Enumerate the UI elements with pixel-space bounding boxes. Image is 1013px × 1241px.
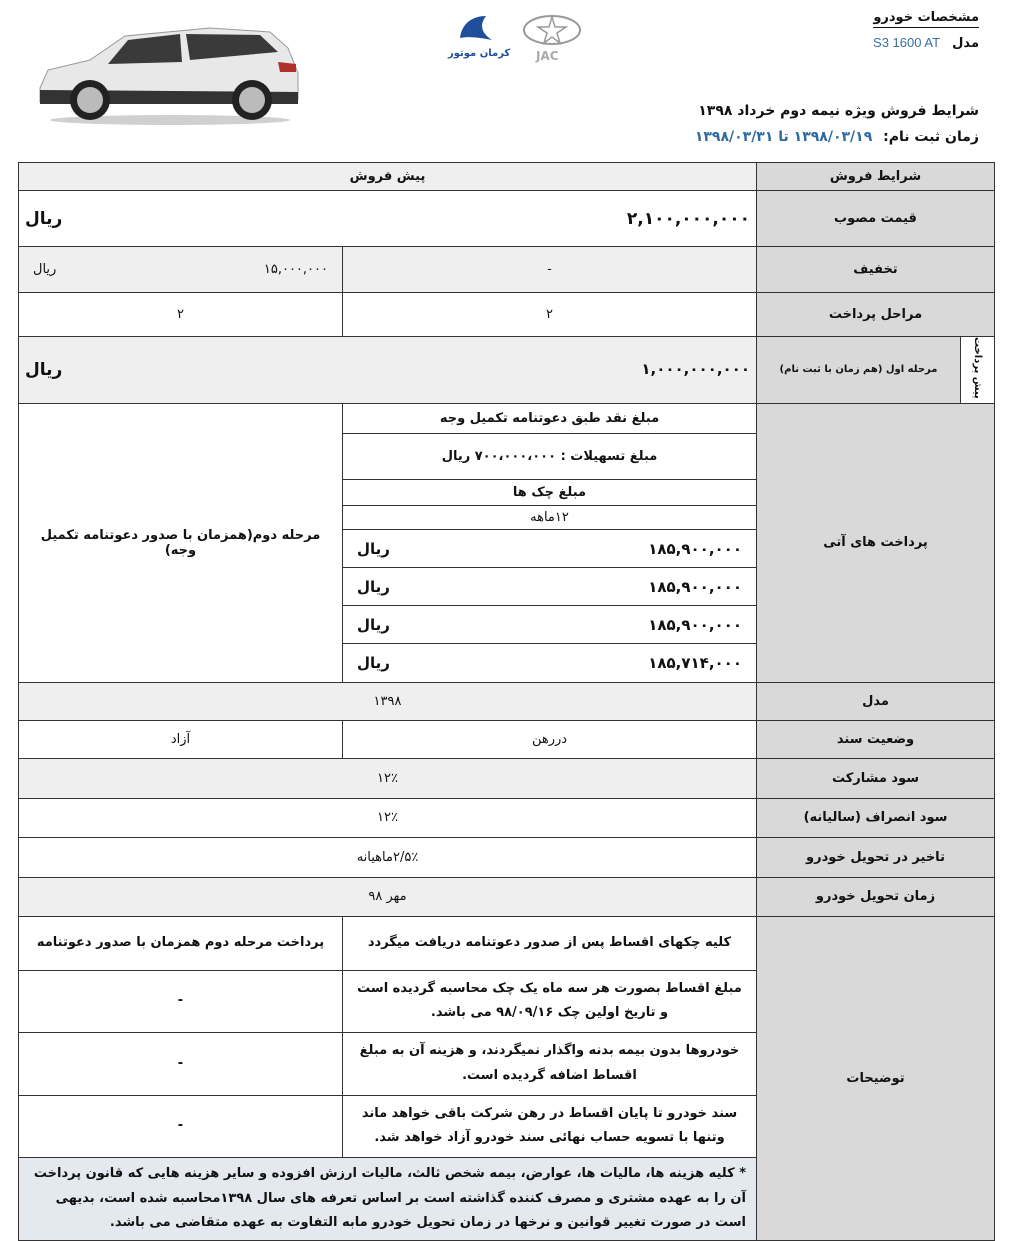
head-value: پیش فروش	[19, 163, 757, 191]
prepayment-amount: ۱,۰۰۰,۰۰۰,۰۰۰	[641, 359, 750, 378]
note-option2: پرداخت مرحله دوم همزمان با صدور دعوتنامه	[19, 916, 343, 970]
cancellation-profit-label: سود انصراف (سالیانه)	[757, 798, 995, 837]
future-payments-option2: مرحله دوم(همزمان با صدور دعوتنامه تکمیل وجه)	[19, 403, 343, 682]
model-year-label: مدل	[757, 682, 995, 720]
cash-title: مبلغ نقد طبق دعوتنامه تکمیل وجه	[343, 404, 756, 434]
check-row: ۱۸۵,۹۰۰,۰۰۰ ریال	[343, 568, 756, 606]
sale-conditions-title: شرایط فروش ویژه نیمه دوم خرداد ۱۳۹۸	[698, 103, 979, 119]
check-row: ۱۸۵,۹۰۰,۰۰۰ ریال	[343, 606, 756, 644]
note-option1: سند خودرو تا پایان اقساط در رهن شرکت باقی خواهد ماند وتنها با تسویه حساب نهائی سند خودرو آزاد خواهد شد.	[343, 1095, 757, 1157]
delivery-delay-label: تاخیر در تحویل خودرو	[757, 837, 995, 877]
car-image	[30, 18, 305, 128]
spec-title: مشخصات خودرو	[873, 10, 979, 28]
discount-row	[19, 247, 995, 293]
prepayment-group-label: پیش پرداخت	[961, 337, 995, 404]
note-option1: کلیه چکهای اقساط پس از صدور دعوتنامه دریافت میگردد	[343, 916, 757, 970]
approved-price-cell	[19, 191, 757, 247]
document-status-label: وضعیت سند	[757, 720, 995, 758]
jac-logo	[524, 16, 580, 63]
svg-text:JAC: JAC	[536, 49, 559, 63]
payment-stages-option2: ۲	[19, 293, 343, 337]
note-option2: -	[19, 970, 343, 1032]
checks-title: مبلغ چک ها	[343, 480, 756, 506]
partnership-profit-row	[19, 758, 995, 798]
future-payments-breakdown	[343, 404, 756, 682]
document-status-option1: دررهن	[343, 720, 757, 758]
approved-price-label: قیمت مصوب	[757, 191, 995, 247]
cancellation-profit-value: ۱۲٪	[19, 798, 757, 837]
partnership-profit-label: سود مشارکت	[757, 758, 995, 798]
head-label: شرایط فروش	[757, 163, 995, 191]
sale-conditions-table	[18, 162, 995, 1241]
discount-option1: -	[343, 247, 757, 293]
table-head-row	[19, 163, 995, 191]
kerman-motor-logo	[447, 16, 510, 59]
delivery-delay-value: ۲/۵٪ماهیانه	[19, 837, 757, 877]
delivery-time-row	[19, 877, 995, 916]
payment-stages-row	[19, 293, 995, 337]
approved-price-unit: ریال	[25, 208, 63, 229]
payment-stages-option1: ۲	[343, 293, 757, 337]
note-option1: خودروها بدون بیمه بدنه واگذار نمیگردند، و هزینه آن به مبلغ اقساط اضافه گردیده است.	[343, 1033, 757, 1095]
document-header	[0, 0, 1013, 160]
note-option2: -	[19, 1033, 343, 1095]
model-value: S3 1600 AT	[873, 35, 941, 50]
note-option1: مبلغ اقساط بصورت هر سه ماه یک چک محاسبه گردیده است و تاریخ اولین چک ۹۸/۰۹/۱۶ می باشد.	[343, 970, 757, 1032]
cancellation-profit-row	[19, 798, 995, 837]
payment-stages-label: مراحل پرداخت	[757, 293, 995, 337]
document-status-row	[19, 720, 995, 758]
discount-amount: ۱۵,۰۰۰,۰۰۰	[263, 262, 328, 277]
model-year-row	[19, 682, 995, 720]
document-status-option2: آزاد	[19, 720, 343, 758]
facility-amount: مبلغ تسهیلات : ۷۰۰،۰۰۰،۰۰۰ ریال	[343, 434, 756, 480]
check-row: ۱۸۵,۷۱۴,۰۰۰ ریال	[357, 654, 742, 673]
registration-label: زمان ثبت نام:	[883, 129, 979, 145]
delivery-time-label: زمان تحویل خودرو	[757, 877, 995, 916]
note-option2: -	[19, 1095, 343, 1157]
registration-dates: ۱۳۹۸/۰۳/۱۹ تا ۱۳۹۸/۰۳/۳۱	[694, 129, 873, 145]
prepayment-unit: ریال	[25, 359, 63, 380]
future-payments-row	[19, 403, 995, 682]
discount-label: تخفیف	[757, 247, 995, 293]
delivery-delay-row	[19, 837, 995, 877]
prepayment-row	[19, 337, 995, 404]
notes-row	[19, 916, 995, 970]
footnote: * کلیه هزینه ها، مالیات ها، عوارض، بیمه شخص ثالث، مالیات ارزش افزوده و سایر هزینه هایی که قانون پرداخت آن را به عهده مشتری و مصرف کننده گذاشته است بر اساس تعرفه های سال ۱۳۹۸محاسبه شده است، بدیهی است در صورت تغییر قوانین و نرخها در زمان تحویل خودرو مابه التفاوت به عهده متقاضی می باشد.	[19, 1157, 757, 1240]
approved-price-amount: ۲,۱۰۰,۰۰۰,۰۰۰	[626, 208, 750, 229]
future-payments-label: پرداخت های آتی	[757, 403, 995, 682]
model-year-value: ۱۳۹۸	[19, 682, 757, 720]
partnership-profit-value: ۱۲٪	[19, 758, 757, 798]
svg-text:کرمان موتور: کرمان موتور	[448, 48, 511, 59]
checks-period: ۱۲ماهه	[343, 506, 756, 530]
model-line	[873, 35, 979, 51]
approved-price-row	[19, 191, 995, 247]
future-payments-option1	[343, 403, 757, 682]
brand-logos	[440, 10, 590, 65]
discount-unit: ریال	[33, 262, 57, 277]
check-row: ۱۸۵,۹۰۰,۰۰۰ ریال	[343, 530, 756, 568]
discount-option2	[19, 247, 343, 293]
notes-label: توضیحات	[757, 916, 995, 1240]
prepayment-cell	[19, 337, 757, 404]
prepayment-label: مرحله اول (هم زمان با ثبت نام)	[757, 337, 961, 404]
delivery-time-value: مهر ۹۸	[19, 877, 757, 916]
registration-period	[695, 129, 979, 145]
model-label: مدل	[952, 36, 979, 51]
